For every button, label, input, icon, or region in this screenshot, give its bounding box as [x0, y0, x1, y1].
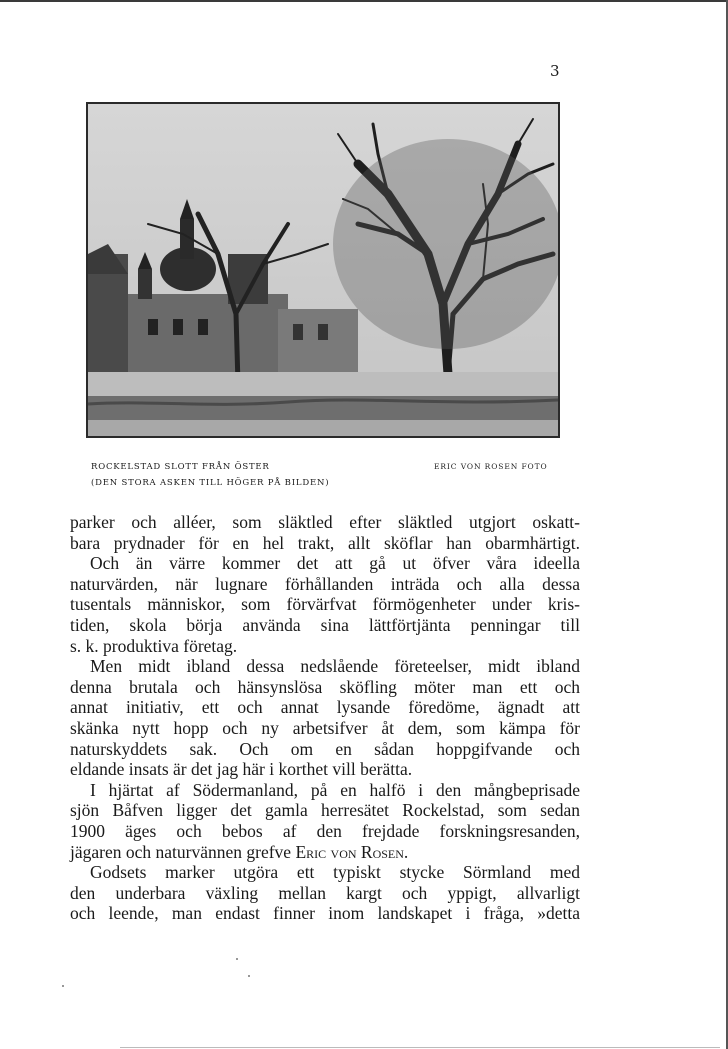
caption-subtitle: (DEN STORA ASKEN TILL HÖGER PÅ BILDEN) [91, 478, 330, 488]
text-line: naturskyddets sak. Och om en sådan hoppgifvande och [70, 738, 580, 759]
text-line: Men midt ibland dessa nedslående företeelser, midt ibland [90, 656, 580, 677]
text-line: sjön Båfven ligger det gamla herresätet Rockelstad, som sedan [70, 800, 580, 821]
castle-photograph [86, 102, 560, 438]
photo-illustration [88, 104, 558, 436]
paper-speck [62, 985, 64, 987]
text-line-start: jägaren och naturvännen grefve [70, 841, 292, 862]
body-text [70, 512, 580, 924]
foreground [88, 420, 558, 436]
text-line: och leende, man endast finner inom landskapet i fråga, »detta [70, 903, 580, 924]
text-line: annat initiativ, ett och annat lysande föredöme, ägnadt att [70, 697, 580, 718]
paper-speck [248, 975, 250, 977]
text-line [70, 842, 580, 863]
text-line: parker och alléer, som släktled efter släktled utgjort oskatt- [70, 512, 580, 532]
text-line: naturvärden, när lugnare förhållanden inträda och alla dessa [70, 573, 580, 594]
text-line: s. k. produktiva företag. [70, 635, 238, 656]
paper-speck [236, 958, 238, 960]
photo-credit: ERIC VON ROSEN FOTO [434, 462, 548, 471]
tree-crown [333, 139, 558, 349]
page-bottom-edge [120, 1047, 720, 1048]
text-line: I hjärtat af Södermanland, på en halfö i den mångbeprisade [90, 779, 580, 800]
text-line: denna brutala och hänsynslösa sköfling möter man ett och [70, 676, 580, 697]
text-line: 1900 äges och bebos af den frejdade forskningsresanden, [70, 820, 580, 841]
text-line: bara prydnader för en hel trakt, allt sköflar han obarmhärtigt. [70, 532, 580, 553]
text-line: Och än värre kommer det att gå ut öfver våra ideella [90, 553, 580, 574]
text-line: tiden, skola börja använda sina lättförtjänta penningar till [70, 614, 580, 635]
author-name: Eric von Rosen. [295, 841, 409, 862]
text-line: den underbara växling mellan kargt och yppigt, allvarligt [70, 882, 580, 903]
text-line: tusentals människor, som förvärfvat förmögenheter under kris- [70, 594, 580, 615]
page-top-edge [0, 0, 728, 2]
page-number: 3 [550, 62, 560, 80]
text-line: Godsets marker utgöra ett typiskt stycke Sörmland med [90, 862, 580, 883]
caption-title: ROCKELSTAD SLOTT FRÅN ÖSTER [91, 462, 270, 472]
text-line: eldande insats är det jag här i korthet vill berätta. [70, 759, 413, 780]
photo-caption [91, 459, 329, 491]
text-line: skänka nytt hopp och ny arbetsifver åt dem, som kämpa för [70, 717, 580, 738]
